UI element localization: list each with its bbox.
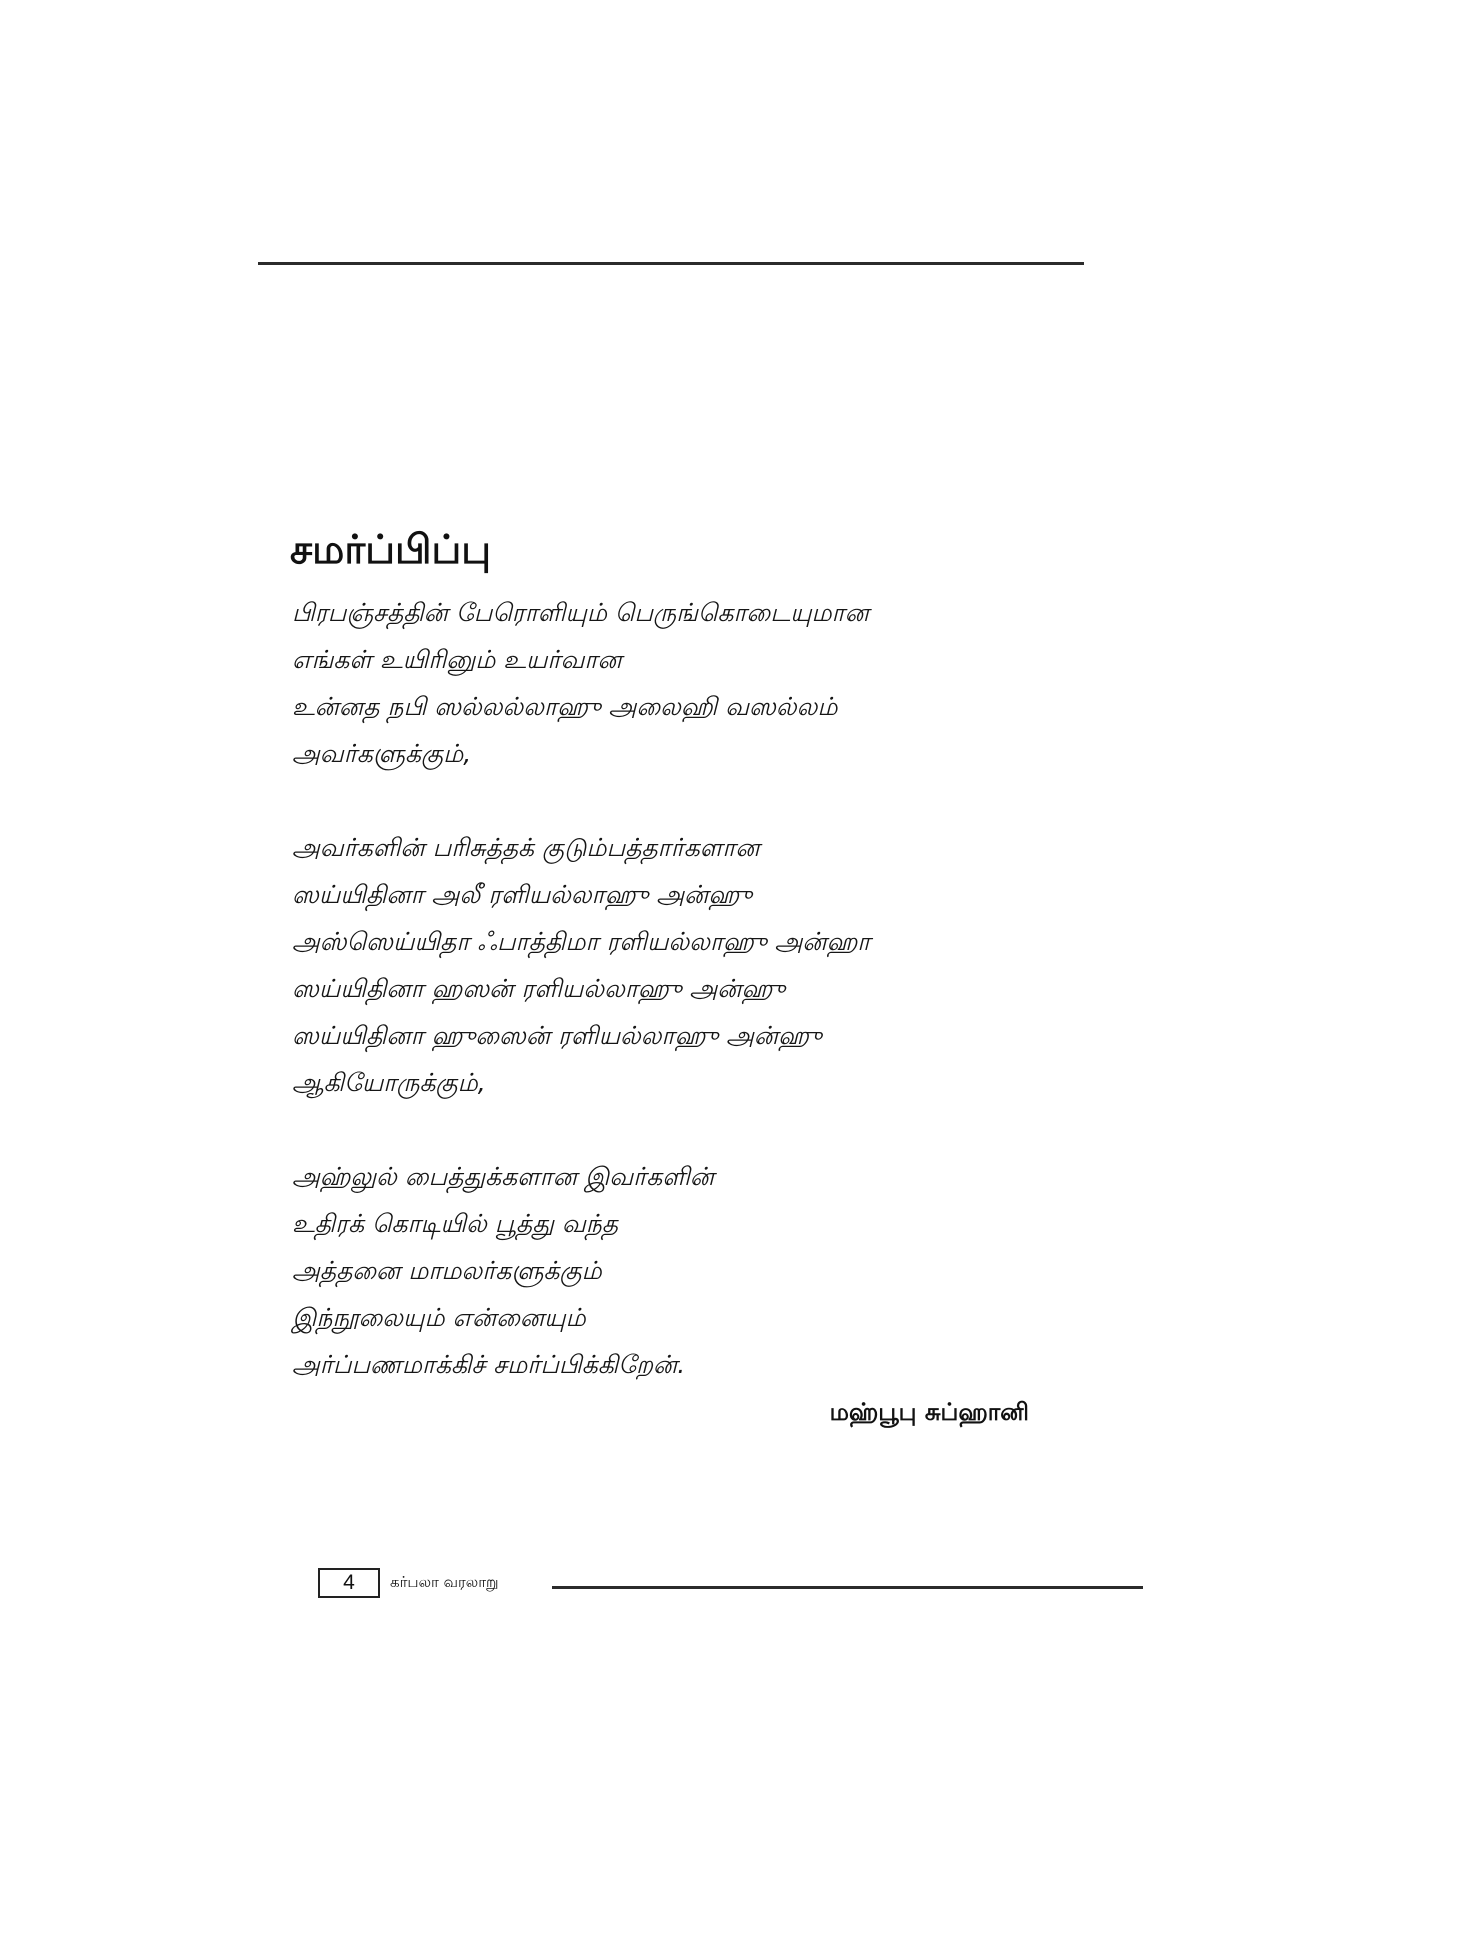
stanza-line: அவர்களுக்கும், — [292, 739, 472, 768]
stanza-line: ஸய்யிதினா ஹஸன் ரளியல்லாஹு அன்ஹு — [292, 974, 786, 1003]
stanza-line: உன்னத நபி ஸல்லல்லாஹு அலைஹி வஸல்லம் — [292, 692, 838, 721]
author-signature: மஹ்பூபு சுப்ஹானி — [829, 1398, 1029, 1426]
stanza-line: பிரபஞ்சத்தின் பேரொளியும் பெருங்கொடையுமான — [292, 598, 869, 627]
stanza-line: ஸய்யிதினா ஹுஸைன் ரளியல்லாஹு அன்ஹு — [292, 1021, 822, 1050]
stanza-line: இந்நூலையும் என்னையும் — [292, 1303, 586, 1332]
stanza-line: ஸய்யிதினா அலீ ரளியல்லாஹு அன்ஹு — [292, 880, 752, 909]
stanza-line: உதிரக் கொடியில் பூத்து வந்த — [292, 1209, 619, 1238]
page-number: 4 — [318, 1568, 380, 1598]
stanza-line: அத்தனை மாமலர்களுக்கும் — [292, 1256, 602, 1285]
stanza-3 — [292, 1153, 714, 1388]
stanza-2 — [292, 824, 870, 1106]
footer-divider-line — [552, 1586, 1143, 1589]
running-book-title: கர்பலா வரலாறு — [390, 1573, 499, 1591]
page-footer — [318, 1568, 1143, 1598]
stanza-line: அர்ப்பணமாக்கிச் சமர்ப்பிக்கிறேன். — [292, 1350, 686, 1379]
page-title: சமர்ப்பிப்பு — [290, 527, 492, 573]
stanza-1 — [292, 589, 869, 777]
top-divider-line — [258, 262, 1084, 265]
stanza-line: அவர்களின் பரிசுத்தக் குடும்பத்தார்களான — [292, 833, 760, 862]
stanza-line: அஸ்ஸெய்யிதா ஃபாத்திமா ரளியல்லாஹு அன்ஹா — [292, 927, 871, 956]
stanza-line: அஹ்லுல் பைத்துக்களான இவர்களின் — [292, 1162, 715, 1191]
stanza-line: ஆகியோருக்கும், — [292, 1068, 486, 1097]
stanza-line: எங்கள் உயிரினும் உயர்வான — [292, 645, 622, 674]
